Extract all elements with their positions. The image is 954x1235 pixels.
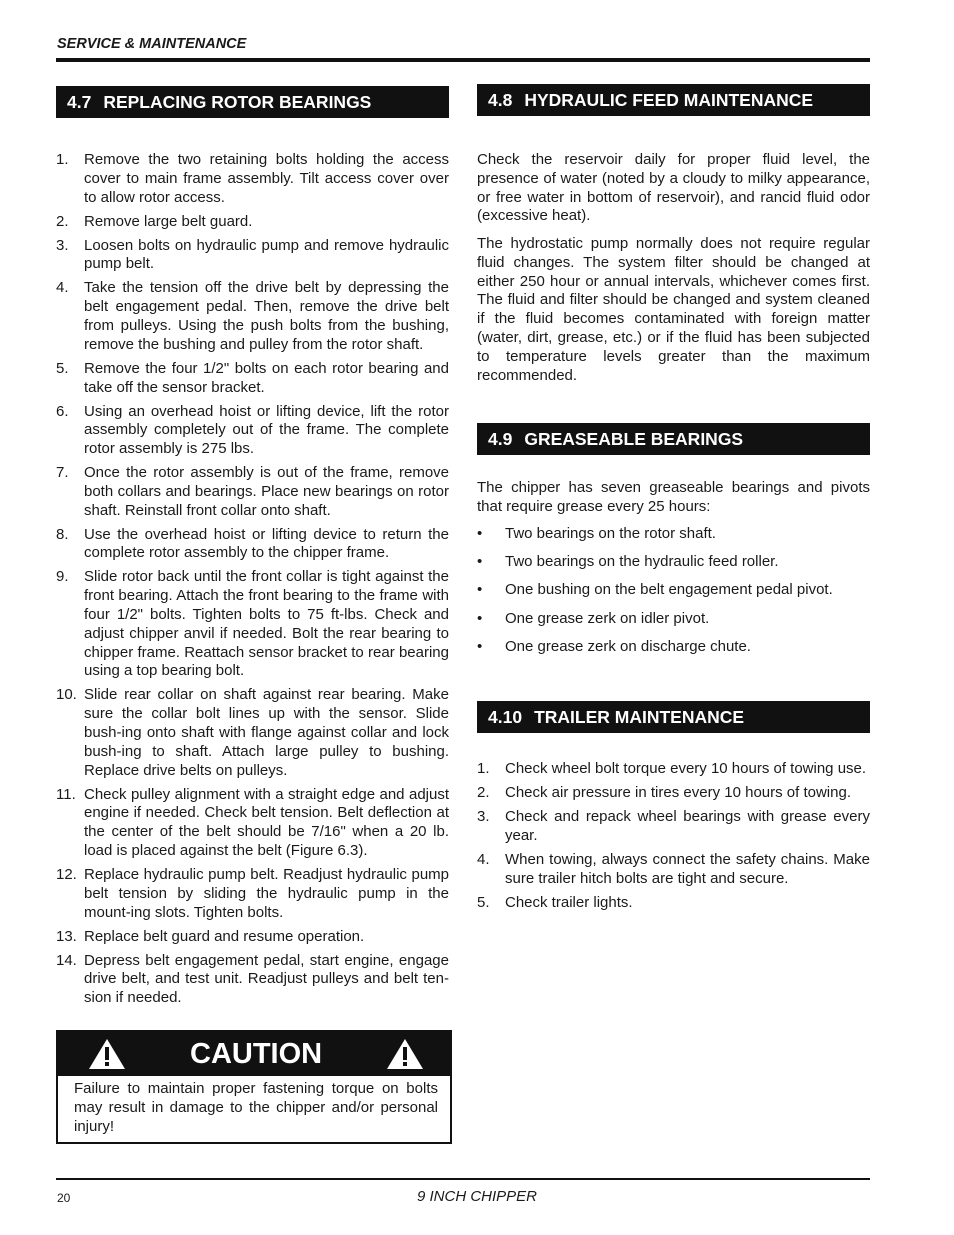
rotor-step — [56, 866, 449, 922]
section-heading-4-8 — [477, 84, 870, 116]
step-text: Using an overhead hoist or lifting device, lift the rotor assembly completely out of the frame. The complete rotor assembly is 275 lbs. — [84, 402, 449, 458]
step-text: Loosen bolts on hydraulic pump and remove hydraulic pump belt. — [84, 236, 449, 273]
bullet-icon: • — [477, 609, 483, 627]
step-number: 2. — [56, 212, 69, 230]
running-head: SERVICE & MAINTENANCE — [57, 36, 247, 52]
trailer-step — [477, 851, 870, 889]
footer-title: 9 INCH CHIPPER — [416, 1188, 538, 1205]
rotor-step — [56, 928, 449, 947]
item-text: Two bearings on the hydraulic feed roller. — [505, 553, 779, 571]
step-text: When towing, always connect the safety chains. Make sure trailer hitch bolts are tight and secure. — [505, 850, 870, 887]
step-text: Take the tension off the drive belt by depressing the belt engagement pedal. Then, remove the drive belt from pulleys. Using the push bolts from the bushing, remove the bushing and pulley from the rotor shaft. — [84, 279, 449, 353]
warning-triangle-icon — [88, 1038, 126, 1070]
step-number: 13. — [56, 927, 77, 945]
bullet-icon: • — [477, 581, 483, 599]
section-heading-4-7 — [56, 86, 449, 118]
step-number: 3. — [477, 807, 490, 825]
trailer-step — [477, 760, 870, 779]
page-number: 20 — [57, 1191, 71, 1205]
step-number: 12. — [56, 865, 77, 883]
item-text: Two bearings on the rotor shaft. — [505, 525, 716, 542]
step-number: 7. — [56, 464, 69, 482]
item-text: One grease zerk on discharge chute. — [505, 637, 751, 655]
greaseable-item — [477, 553, 870, 581]
step-text: Remove the four 1/2" bolts on each rotor bearing and take off the sensor bracket. — [84, 359, 449, 396]
hydraulic-paragraph-1: Check the reservoir daily for proper fluid level, the presence of water (noted by a cloudy to milky appearance, or free water in bottom of reservoir), and rancid fluid odor (excessive heat). — [477, 151, 870, 225]
trailer-step — [477, 808, 870, 846]
bullet-icon: • — [477, 637, 483, 655]
rotor-step — [56, 686, 449, 780]
caution-word: CAUTION — [190, 1038, 323, 1070]
step-number: 10. — [56, 686, 77, 704]
section-number: 4.7 — [67, 92, 92, 112]
rotor-bearing-steps — [56, 151, 449, 1013]
trailer-step — [477, 894, 870, 913]
step-number: 5. — [477, 893, 490, 911]
step-text: Check wheel bolt torque every 10 hours of towing use. — [505, 760, 867, 777]
item-text: One bushing on the belt engagement pedal pivot. — [505, 581, 833, 599]
section-number: 4.8 — [488, 90, 513, 110]
caution-box — [56, 1030, 452, 1144]
step-text: Remove large belt guard. — [84, 212, 253, 230]
rotor-step — [56, 568, 449, 681]
bullet-icon: • — [477, 525, 483, 542]
rotor-step — [56, 786, 449, 861]
top-rule — [56, 58, 870, 62]
section-title: GREASEABLE BEARINGS — [524, 429, 744, 449]
greaseable-item — [477, 581, 870, 609]
step-text: Check and repack wheel bearings with grease every year. — [505, 807, 870, 844]
step-text: Slide rear collar on shaft against rear bearing. Make sure the collar bolt lines up with the sensor. Slide bush-ing onto shaft with flange against collar and lock bush-ing to shaft. Attach large pulley to bushing. Replace drive belts on pulleys. — [84, 686, 449, 779]
step-text: Check trailer lights. — [505, 893, 633, 911]
rotor-step — [56, 237, 449, 275]
step-number: 8. — [56, 525, 69, 543]
warning-triangle-icon — [386, 1038, 424, 1070]
step-number: 9. — [56, 568, 69, 586]
section-heading-4-9 — [477, 423, 870, 455]
step-number: 14. — [56, 951, 77, 969]
hydraulic-paragraph-2: The hydrostatic pump normally does not require regular fluid changes. The system filter should be changed at either 250 hour or annual intervals, whichever comes first. The fluid and filter should be changed and system cleaned if the fluid becomes contaminated with foreign matter (water, dirt, grease, etc.) or if the fluid has been subjected to temperature levels greater than the maximum recommended. — [477, 235, 870, 384]
step-text: Depress belt engagement pedal, start engine, engage drive belt, and test unit. Readjust pulleys and belt ten-sion if needed. — [84, 951, 449, 1007]
section-title: REPLACING ROTOR BEARINGS — [103, 92, 372, 112]
rotor-step — [56, 464, 449, 520]
section-heading-4-10 — [477, 701, 870, 733]
step-text: Slide rotor back until the front collar is tight against the front bearing. Attach the front bearing to the frame with four 1/2" bolts. Tighten bolts to 75 ft-lbs. Check and adjust chipper anvil if needed. Bolt the rear bearing to chipper frame. Reattach sensor bracket to rear bearing using a top bearing bolt. — [84, 568, 449, 680]
section-title: TRAILER MAINTENANCE — [534, 707, 745, 727]
step-number: 4. — [56, 279, 69, 297]
step-number: 5. — [56, 359, 69, 377]
rotor-step — [56, 279, 449, 354]
step-text: Remove the two retaining bolts holding the access cover to main frame assembly. Tilt access cover over to allow rotor access. — [84, 151, 449, 206]
section-title: HYDRAULIC FEED MAINTENANCE — [524, 90, 814, 110]
step-number: 3. — [56, 236, 69, 254]
caution-banner — [58, 1032, 450, 1076]
rotor-step — [56, 952, 449, 1008]
step-number: 1. — [56, 151, 69, 168]
step-number: 2. — [477, 783, 490, 801]
rotor-step — [56, 360, 449, 398]
step-number: 11. — [56, 785, 76, 803]
step-text: Check pulley alignment with a straight edge and adjust engine if needed. Check belt tension. Belt deflection at the center of the belt should be 7/16" when a 20 lb. load is placed against the belt (Figure 6.3). — [84, 785, 449, 859]
rotor-step — [56, 213, 449, 232]
greaseable-list — [477, 525, 870, 666]
rotor-step — [56, 151, 449, 207]
step-text: Once the rotor assembly is out of the frame, remove both collars and bearings. Place new bearings on rotor shaft. Reinstall front collar onto shaft. — [84, 464, 449, 519]
bullet-icon: • — [477, 553, 483, 571]
greaseable-intro: The chipper has seven greaseable bearings and pivots that require grease every 25 hours: — [477, 479, 870, 515]
greaseable-item — [477, 525, 870, 553]
step-text: Replace belt guard and resume operation. — [84, 927, 365, 945]
item-text: One grease zerk on idler pivot. — [505, 609, 710, 627]
greaseable-item — [477, 610, 870, 638]
rotor-step — [56, 526, 449, 564]
caution-text: Failure to maintain proper fastening torque on bolts may result in damage to the chipper and/or personal injury! — [74, 1080, 438, 1135]
greaseable-item — [477, 638, 870, 666]
section-number: 4.10 — [488, 707, 523, 727]
section-number: 4.9 — [488, 429, 513, 449]
rotor-step — [56, 403, 449, 459]
step-text: Check air pressure in tires every 10 hours of towing. — [505, 783, 851, 801]
trailer-step — [477, 784, 870, 803]
step-number: 6. — [56, 402, 69, 420]
step-number: 4. — [477, 850, 490, 868]
trailer-steps — [477, 760, 870, 918]
step-text: Replace hydraulic pump belt. Readjust hydraulic pump belt tension by sliding the hydraulic pump in the mount-ing slots. Tighten bolts. — [84, 865, 449, 921]
step-text: Use the overhead hoist or lifting device to return the complete rotor assembly to the chipper frame. — [84, 525, 449, 562]
bottom-rule — [56, 1178, 870, 1180]
step-number: 1. — [477, 760, 490, 777]
